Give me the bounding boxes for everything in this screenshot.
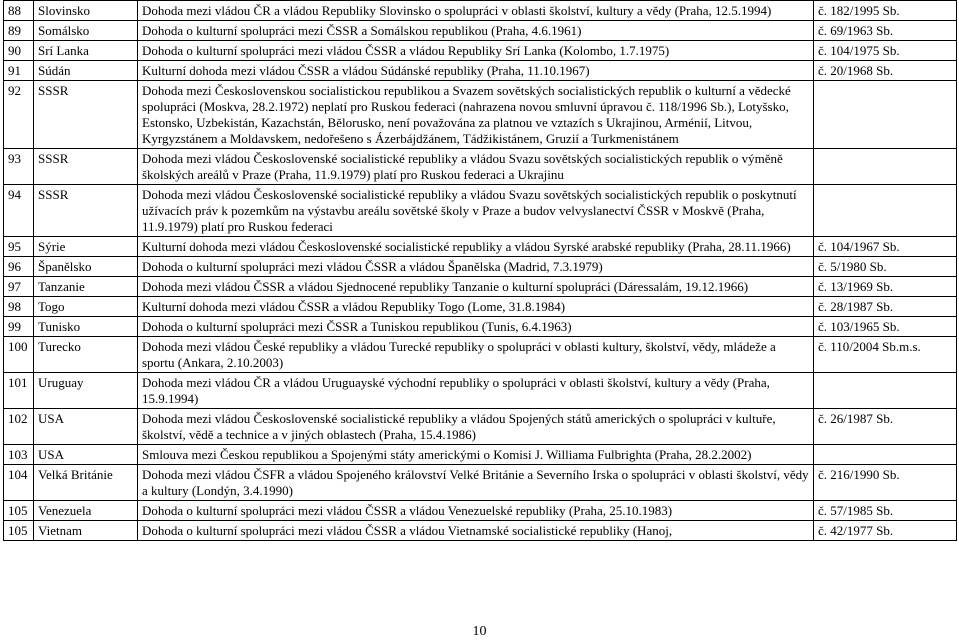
treaty-table: [3, 0, 957, 541]
table-row: [4, 445, 957, 465]
country-name: Tanzanie: [34, 277, 138, 297]
treaty-title: Dohoda o kulturní spolupráci mezi vládou ČSSR a vládou Venezuelské republiky (Praha, 25.10.1983): [138, 501, 814, 521]
row-number: 105: [4, 501, 34, 521]
country-name: SSSR: [34, 185, 138, 237]
collection-reference: č. 103/1965 Sb.: [814, 317, 957, 337]
collection-reference: [814, 149, 957, 185]
treaty-title: Kulturní dohoda mezi vládou ČSSR a vládou Súdánské republiky (Praha, 11.10.1967): [138, 61, 814, 81]
row-number: 96: [4, 257, 34, 277]
country-name: Španělsko: [34, 257, 138, 277]
treaty-title: Dohoda mezi vládou ČR a vládou Uruguayské východní republiky o spolupráci v oblasti školství, kultury a vědy (Praha, 15.9.1994): [138, 373, 814, 409]
row-number: 99: [4, 317, 34, 337]
country-name: Sýrie: [34, 237, 138, 257]
country-name: Venezuela: [34, 501, 138, 521]
collection-reference: č. 13/1969 Sb.: [814, 277, 957, 297]
page-number: 10: [472, 624, 487, 639]
row-number: 102: [4, 409, 34, 445]
country-name: Srí Lanka: [34, 41, 138, 61]
row-number: 105: [4, 521, 34, 541]
collection-reference: [814, 185, 957, 237]
country-name: Somálsko: [34, 21, 138, 41]
table-row: [4, 337, 957, 373]
collection-reference: č. 5/1980 Sb.: [814, 257, 957, 277]
row-number: 95: [4, 237, 34, 257]
country-name: USA: [34, 409, 138, 445]
country-name: Slovinsko: [34, 1, 138, 21]
treaty-title: Dohoda mezi vládou ČSSR a vládou Sjednocené republiky Tanzanie o kulturní spolupráci (Dáressalám, 19.12.1966): [138, 277, 814, 297]
collection-reference: č. 104/1975 Sb.: [814, 41, 957, 61]
treaty-title: Dohoda mezi vládou Československé socialistické republiky a vládou Spojených států amerických o spolupráci v kultuře, školství, vědě a technice a v jiných oblastech (Praha, 15.4.1986): [138, 409, 814, 445]
treaty-title: Kulturní dohoda mezi vládou ČSSR a vládou Republiky Togo (Lome, 31.8.1984): [138, 297, 814, 317]
collection-reference: č. 182/1995 Sb.: [814, 1, 957, 21]
treaty-title: Kulturní dohoda mezi vládou Československé socialistické republiky a vládou Syrské arabské republiky (Praha, 28.11.1966): [138, 237, 814, 257]
table-row: [4, 501, 957, 521]
row-number: 93: [4, 149, 34, 185]
collection-reference: č. 69/1963 Sb.: [814, 21, 957, 41]
collection-reference: č. 57/1985 Sb.: [814, 501, 957, 521]
table-row: [4, 237, 957, 257]
row-number: 97: [4, 277, 34, 297]
table-row: [4, 521, 957, 541]
country-name: Tunisko: [34, 317, 138, 337]
treaty-title: Dohoda mezi vládou ČR a vládou Republiky Slovinsko o spolupráci v oblasti školství, kultury a vědy (Praha, 12.5.1994): [138, 1, 814, 21]
collection-reference: [814, 445, 957, 465]
treaty-title: Dohoda mezi vládou ČSFR a vládou Spojeného království Velké Británie a Severního Irska o spolupráci v oblasti školství, vědy a kultury (Londýn, 3.4.1990): [138, 465, 814, 501]
treaty-title: Dohoda mezi vládou Československé socialistické republiky a vládou Svazu sovětských socialistických republik o výměně školských areálů v Praze (Praha, 11.9.1979) platí pro Ruskou federaci a Ukrajinu: [138, 149, 814, 185]
row-number: 88: [4, 1, 34, 21]
treaty-title: Dohoda o kulturní spolupráci mezi ČSSR a Tuniskou republikou (Tunis, 6.4.1963): [138, 317, 814, 337]
collection-reference: č. 20/1968 Sb.: [814, 61, 957, 81]
country-name: SSSR: [34, 149, 138, 185]
row-number: 91: [4, 61, 34, 81]
row-number: 92: [4, 81, 34, 149]
treaty-title: Dohoda o kulturní spolupráci mezi ČSSR a Somálskou republikou (Praha, 4.6.1961): [138, 21, 814, 41]
table-row: [4, 277, 957, 297]
row-number: 101: [4, 373, 34, 409]
table-row: [4, 41, 957, 61]
table-row: [4, 21, 957, 41]
treaty-title: Dohoda mezi vládou České republiky a vládou Turecké republiky o spolupráci v oblasti kultury, školství, vědy, mládeže a sportu (Ankara, 2.10.2003): [138, 337, 814, 373]
collection-reference: č. 28/1987 Sb.: [814, 297, 957, 317]
country-name: Turecko: [34, 337, 138, 373]
collection-reference: č. 104/1967 Sb.: [814, 237, 957, 257]
country-name: Vietnam: [34, 521, 138, 541]
row-number: 103: [4, 445, 34, 465]
country-name: Súdán: [34, 61, 138, 81]
collection-reference: č. 26/1987 Sb.: [814, 409, 957, 445]
collection-reference: č. 42/1977 Sb.: [814, 521, 957, 541]
table-row: [4, 465, 957, 501]
country-name: Velká Británie: [34, 465, 138, 501]
table-row: [4, 61, 957, 81]
row-number: 100: [4, 337, 34, 373]
row-number: 90: [4, 41, 34, 61]
row-number: 98: [4, 297, 34, 317]
treaty-title: Dohoda o kulturní spolupráci mezi vládou ČSSR a vládou Republiky Srí Lanka (Kolombo, 1.7.1975): [138, 41, 814, 61]
table-row: [4, 81, 957, 149]
treaty-table-body: [4, 1, 957, 541]
collection-reference: č. 216/1990 Sb.: [814, 465, 957, 501]
table-row: [4, 297, 957, 317]
row-number: 94: [4, 185, 34, 237]
treaty-title: Dohoda o kulturní spolupráci mezi vládou ČSSR a vládou Vietnamské socialistické republiky (Hanoj,: [138, 521, 814, 541]
row-number: 104: [4, 465, 34, 501]
treaty-title: Dohoda mezi vládou Československé socialistické republiky a vládou Svazu sovětských socialistických republik o poskytnutí užívacích práv k pozemkům na výstavbu areálu sovětské školy v Praze a budov velvyslanectví ČSSR v Moskvě (Praha, 11.9.1979) platí pro Ruskou federaci: [138, 185, 814, 237]
country-name: USA: [34, 445, 138, 465]
table-row: [4, 185, 957, 237]
collection-reference: č. 110/2004 Sb.m.s.: [814, 337, 957, 373]
country-name: Togo: [34, 297, 138, 317]
country-name: SSSR: [34, 81, 138, 149]
table-row: [4, 317, 957, 337]
treaty-title: Smlouva mezi Českou republikou a Spojenými státy americkými o Komisi J. Williama Fulbrighta (Praha, 28.2.2002): [138, 445, 814, 465]
collection-reference: [814, 81, 957, 149]
table-row: [4, 409, 957, 445]
table-row: [4, 257, 957, 277]
treaty-title: Dohoda o kulturní spolupráci mezi vládou ČSSR a vládou Španělska (Madrid, 7.3.1979): [138, 257, 814, 277]
table-row: [4, 1, 957, 21]
row-number: 89: [4, 21, 34, 41]
table-row: [4, 373, 957, 409]
country-name: Uruguay: [34, 373, 138, 409]
collection-reference: [814, 373, 957, 409]
treaty-title: Dohoda mezi Československou socialistickou republikou a Svazem sovětských socialistických republik o kulturní a vědecké spolupráci (Moskva, 28.2.1972) neplatí pro Ruskou federaci (nahrazena novou smluvní úpravou č. 118/1996 Sb.), Lotyšsko, Estonsko, Uzbekistán, Kazachstán, Bělorusko, není považována za platnou ve vztazích s Ukrajinou, Arménií, Litvou, Kyrgyzstánem a Moldavskem, nedořešeno s Ázerbájdžánem, Tádžikistánem, Gruzií a Turkmenistánem: [138, 81, 814, 149]
table-row: [4, 149, 957, 185]
